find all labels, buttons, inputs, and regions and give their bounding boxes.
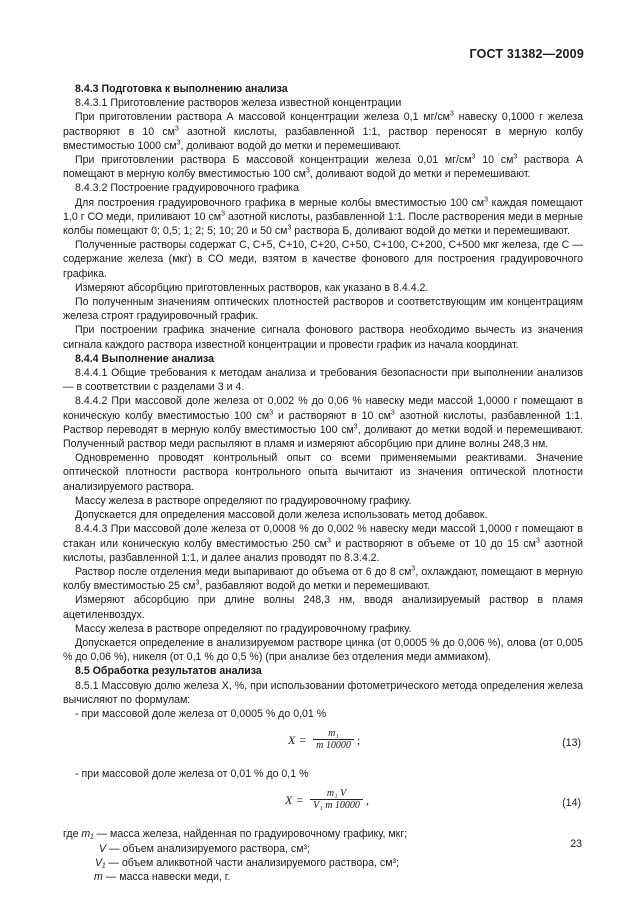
variables-legend — [63, 827, 583, 884]
formula-13-fraction: $\frac{\text{m₁}}{m 10000}$ — [313, 728, 354, 752]
paragraph-solution-b: При приготовлении раствора Б массовой концентрации железа 0,01 $мг/см^3$ 10 $см^3$ раствора А помещают в мерную колбу вместимостью 100 $см^3$, доливают водой до метки и перемешивают. — [63, 153, 583, 181]
section-8431-title: 8.4.3.1 Приготовление растворов железа известной концентрации — [75, 97, 402, 110]
formula-14-number: (14) — [562, 797, 581, 810]
paragraph-solutions-content: Полученные растворы содержат C, C+5, C+10, C+20, C+50, C+100, C+200, C+500 мкг железа, где C — содержание железа (мкг) в СО меди, взятом в качестве фонового для построения градуировочного графика. — [63, 239, 583, 280]
paragraph-additions-method: Допускается для определения массовой доли железа использовать метод добавок. — [75, 509, 488, 522]
paragraph-solution-a: При приготовлении раствора А массовой концентрации железа 0,1 $мг/см^3$ навеску 0,1000 г железа растворяют в 10 $см^3$ азотной кислоты, разбавленной 1:1, раствор переносят в мерную колбу вместимостью 1000 $см^3$, доливают водой до метки и перемешивают. — [63, 110, 583, 152]
paragraph-range-1: - при массовой доле железа от 0,0005 % до 0,01 % — [75, 707, 327, 720]
document-body — [63, 82, 583, 884]
section-843-title: 8.4.3 Подготовка к выполнению анализа — [75, 83, 288, 95]
paragraph-evaporate: Раствор после отделения меди выпаривают до объема от 6 до 8 $см^3$, охлаждают, помещают в мерную колбу вместимостью 25 $см^3$, разбавляют водой до метки и перемешивают. — [63, 565, 583, 593]
paragraph-851: 8.5.1 Массовую долю железа X, %, при использовании фотометрического метода определения железа вычисляют по формулам: — [63, 679, 583, 706]
paragraph-8441: 8.4.4.1 Общие требования к методам анализа и требования безопасности при выполнении анализов — в соответствии с разделами 3 и 4. — [63, 367, 583, 394]
formula-14: X = $\frac{\text{m₁ V}}{\text{V₁ m 10000}}$ , (14) — [285, 788, 581, 812]
formula-13: X = $\frac{\text{m₁}}{m 10000}$ ; (13) — [288, 728, 581, 752]
page-number: 23 — [570, 838, 582, 850]
paragraph-calibration: Для построения градуировочного графика в мерные колбы вместимостью 100 $см^3$ каждая помещают 1,0 г СО меди, приливают 10 $см^3$ азотной кислоты, разбавленной 1:1. После растворения меди в мерные колбы помещают 0; 0,5; 1; 2; 5; 10; 20 и 50 $см^3$ раствора Б, доливают водой до метки и перемешивают. — [63, 196, 583, 238]
paragraph-acetylene: Измеряют абсорбцию при длине волны 248,3 нм, вводя анализируемый раствор в пламя ацетиленвоздух. — [63, 594, 583, 621]
paragraph-zinc-tin-nickel: Допускается определение в анализируемом растворе цинка (от 0,0005 % до 0,006 %), олова (от 0,005 % до 0,06 %), никеля (от 0,1 % до 0,5 %) (при анализе без отделения меди аммиаком). — [63, 636, 583, 664]
paragraph-background-signal: При построении графика значение сигнала фонового раствора необходимо вычесть из значения сигнала каждого раствора известной концентрации и провести график из начала координат. — [63, 324, 583, 351]
formula-14-fraction: $\frac{\text{m₁ V}}{\text{V₁ m 10000}}$ — [310, 788, 363, 812]
legend-item: V₁ — объем аликвотной части анализируемого раствора, см³; — [95, 856, 399, 869]
section-8432-title: 8.4.3.2 Построение градуировочного графика — [75, 182, 300, 195]
paragraph-build-graph: По полученным значениям оптических плотностей растворов и соответствующим им концентрациям железа строят градуировочный график. — [63, 296, 583, 323]
legend-item: m — масса навески меди, г. — [94, 870, 231, 883]
paragraph-8443: 8.4.4.3 При массовой доле железа от 0,0008 % до 0,002 % навеску меди массой 1,0000 г помещают в стакан или коническую колбу вместимостью 250 $см^3$ и растворяют в объеме от 10 до 15 $см^3$ азотной кислоты, разбавленной 1:1, и далее анализ проводят по 8.3.4.2. — [63, 523, 583, 564]
formula-14-lhs: X — [285, 793, 293, 808]
legend-item: V — объем анализируемого раствора, см³; — [99, 842, 310, 855]
section-85-title: 8.5 Обработка результатов анализа — [75, 665, 262, 678]
paragraph-iron-mass-2: Массу железа в растворе определяют по градуировочному графику. — [75, 622, 412, 635]
legend-item: где m₁ — масса железа, найденная по градуировочному графику, мкг; — [63, 828, 408, 841]
formula-13-lhs: X — [288, 733, 296, 748]
section-844-title: 8.4.4 Выполнение анализа — [75, 352, 215, 365]
paragraph-iron-mass: Массу железа в растворе определяют по градуировочному графику. — [75, 494, 412, 507]
paragraph-range-2: - при массовой доле железа от 0,01 % до 0,1 % — [75, 768, 309, 781]
document-code: ГОСТ 31382—2009 — [469, 47, 584, 61]
paragraph-control-experiment: Одновременно проводят контрольный опыт со всеми применяемыми реактивами. Значение оптической плотности раствора контрольного опыта вычитают из значения оптической плотности анализируемого раствора. — [63, 452, 583, 493]
paragraph-8442: 8.4.4.2 При массовой доле железа от 0,002 % до 0,06 % навеску меди массой 1,0000 г помещают в коническую колбу вместимостью 100 $см^3$ и растворяют в 10 $см^3$ азотной кислоты, разбавленной 1:1. Раствор переводят в мерную колбу вместимостью 100 $см^3$, доливают до метки водой и перемешивают. Полученный раствор меди распыляют в пламя и измеряют абсорбцию при длине волны 248,3 нм. — [63, 395, 583, 451]
paragraph-measure-absorption: Измеряют абсорбцию приготовленных растворов, как указано в 8.4.4.2. — [75, 281, 429, 294]
formula-13-number: (13) — [562, 737, 581, 750]
